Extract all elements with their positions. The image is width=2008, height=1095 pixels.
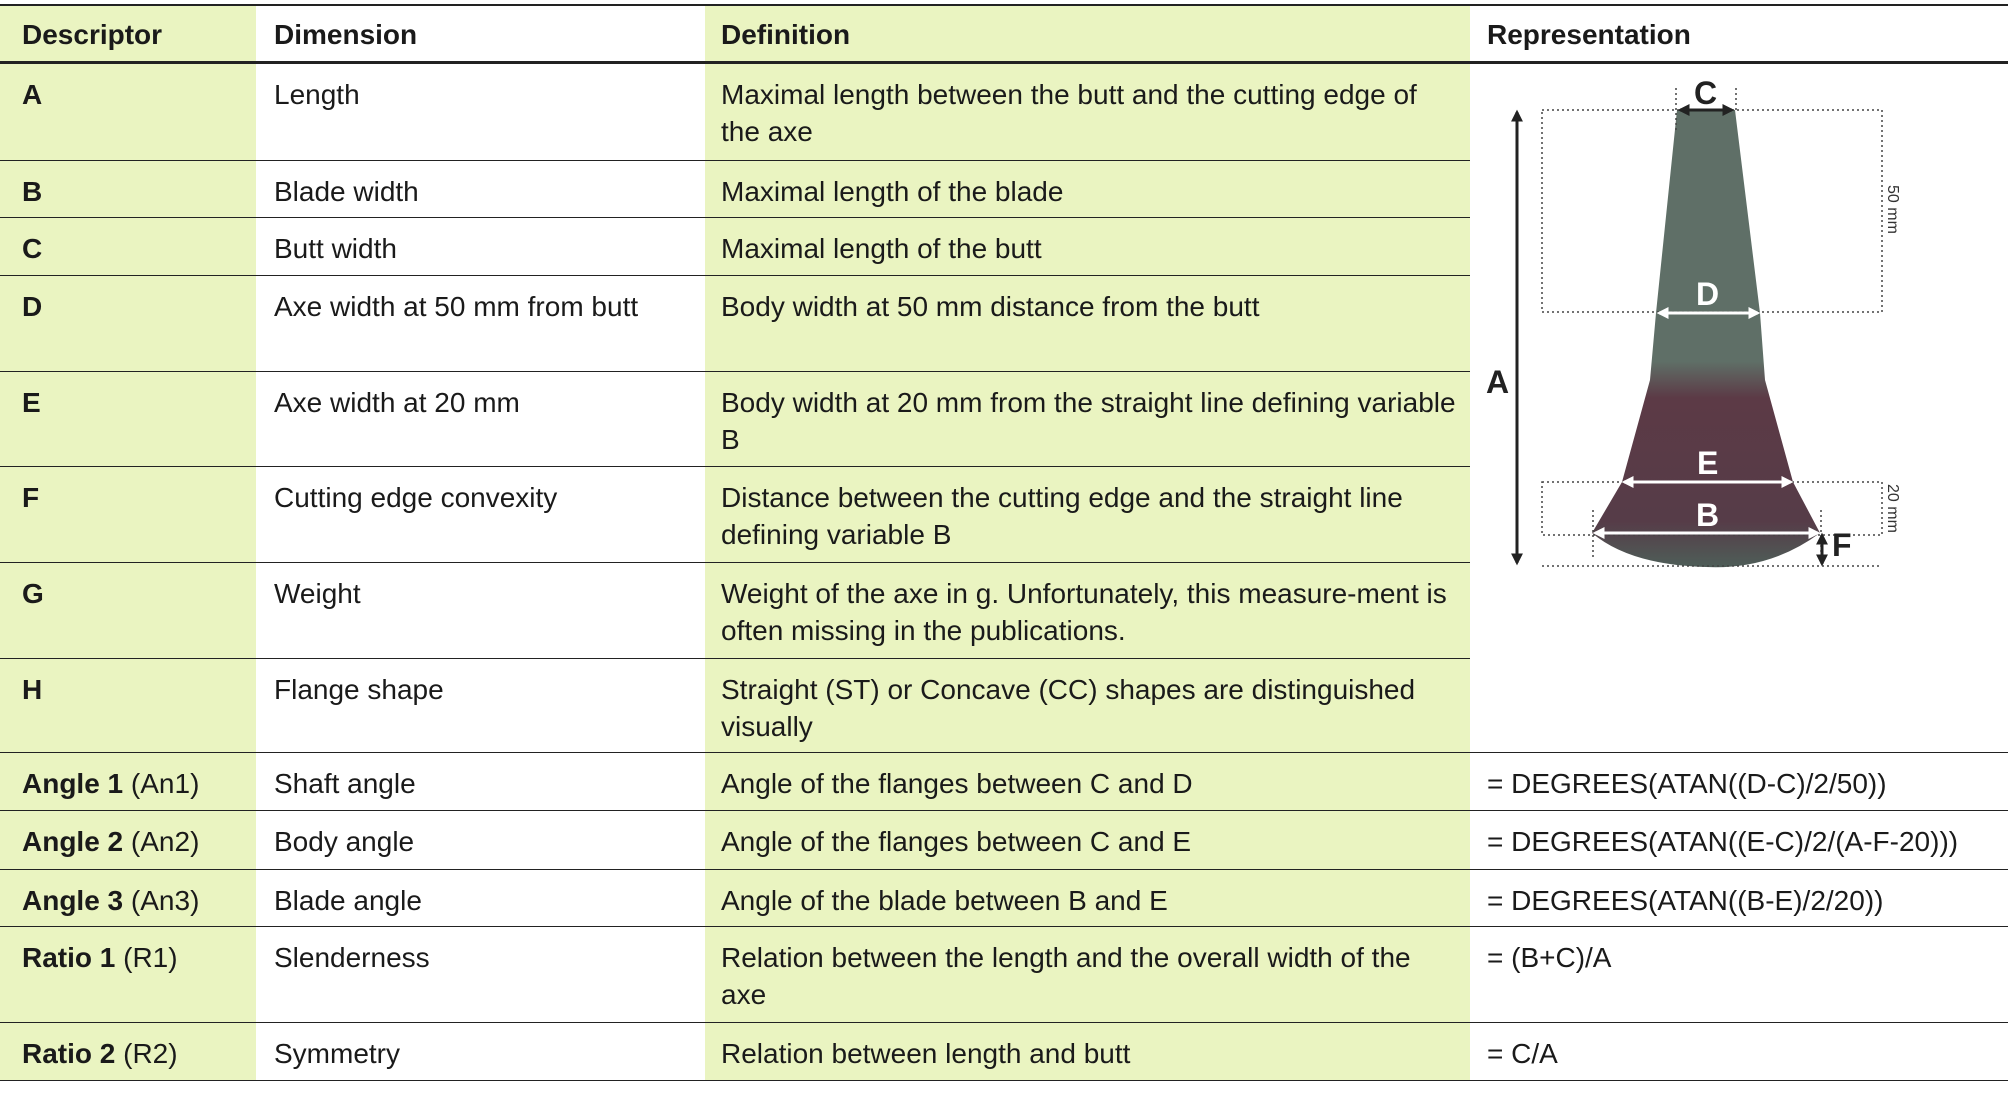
definition: Body width at 20 mm from the straight line defining variable B — [705, 372, 1470, 467]
descriptor-abbr: (An1) — [123, 768, 200, 799]
label-20mm: 20 mm — [1884, 484, 1901, 533]
definition: Distance between the cutting edge and the straight line defining variable B — [705, 467, 1470, 563]
descriptor: Angle 3 — [22, 885, 124, 916]
header-definition: Definition — [705, 5, 1470, 63]
dimension: Weight — [256, 563, 705, 659]
descriptor: Ratio 1 — [22, 942, 116, 973]
definition: Angle of the flanges between C and D — [705, 753, 1470, 811]
header-representation: Representation — [1470, 5, 2008, 63]
definition: Straight (ST) or Concave (CC) shapes are distinguished visually — [705, 659, 1470, 753]
descriptor: G — [22, 578, 44, 609]
definition: Angle of the blade between B and E — [705, 870, 1470, 927]
label-d: D — [1696, 276, 1720, 312]
dimension: Slenderness — [256, 927, 705, 1023]
dimension: Shaft angle — [256, 753, 705, 811]
dimension: Symmetry — [256, 1023, 705, 1081]
descriptor: Angle 1 — [22, 768, 124, 799]
descriptor: Ratio 2 — [22, 1038, 116, 1069]
dimension: Blade width — [256, 161, 705, 218]
definition: Weight of the axe in g. Unfortunately, this measure-ment is often missing in the publications. — [705, 563, 1470, 659]
descriptor: D — [22, 291, 43, 322]
definition: Maximal length of the butt — [705, 218, 1470, 276]
definition: Maximal length of the blade — [705, 161, 1470, 218]
formula: = DEGREES(ATAN((D-C)/2/50)) — [1470, 753, 2008, 811]
formula: = (B+C)/A — [1470, 927, 2008, 1023]
label-c: C — [1694, 75, 1718, 111]
label-50mm: 50 mm — [1884, 185, 1901, 234]
formula: = DEGREES(ATAN((E-C)/2/(A-F-20))) — [1470, 811, 2008, 870]
label-b: B — [1696, 497, 1720, 533]
dimension: Flange shape — [256, 659, 705, 753]
descriptor: C — [22, 233, 43, 264]
dimension: Axe width at 20 mm — [256, 372, 705, 467]
definition: Relation between length and butt — [705, 1023, 1470, 1081]
dimension: Length — [256, 63, 705, 161]
descriptor-abbr: (An3) — [123, 885, 200, 916]
definition: Maximal length between the butt and the cutting edge of the axe — [705, 63, 1470, 161]
definition: Angle of the flanges between C and E — [705, 811, 1470, 870]
dimension: Blade angle — [256, 870, 705, 927]
definition: Body width at 50 mm distance from the butt — [705, 276, 1470, 372]
dimension: Body angle — [256, 811, 705, 870]
descriptor-abbr: (An2) — [123, 826, 200, 857]
formula: = C/A — [1470, 1023, 2008, 1081]
dimension: Cutting edge convexity — [256, 467, 705, 563]
descriptor-abbr: (R1) — [115, 942, 178, 973]
descriptor: F — [22, 482, 40, 513]
label-f: F — [1832, 527, 1852, 563]
header-dimension: Dimension — [256, 5, 705, 63]
label-e: E — [1697, 445, 1719, 481]
dimension: Butt width — [256, 218, 705, 276]
descriptor: E — [22, 387, 41, 418]
dimension: Axe width at 50 mm from butt — [256, 276, 705, 372]
descriptor: B — [22, 176, 43, 207]
formula: = DEGREES(ATAN((B-E)/2/20)) — [1470, 870, 2008, 927]
descriptor-abbr: (R2) — [115, 1038, 178, 1069]
definition: Relation between the length and the overall width of the axe — [705, 927, 1470, 1023]
header-descriptor: Descriptor — [0, 5, 256, 63]
descriptor: H — [22, 674, 43, 705]
label-a: A — [1486, 364, 1510, 400]
descriptor: A — [22, 79, 43, 110]
descriptor: Angle 2 — [22, 826, 124, 857]
